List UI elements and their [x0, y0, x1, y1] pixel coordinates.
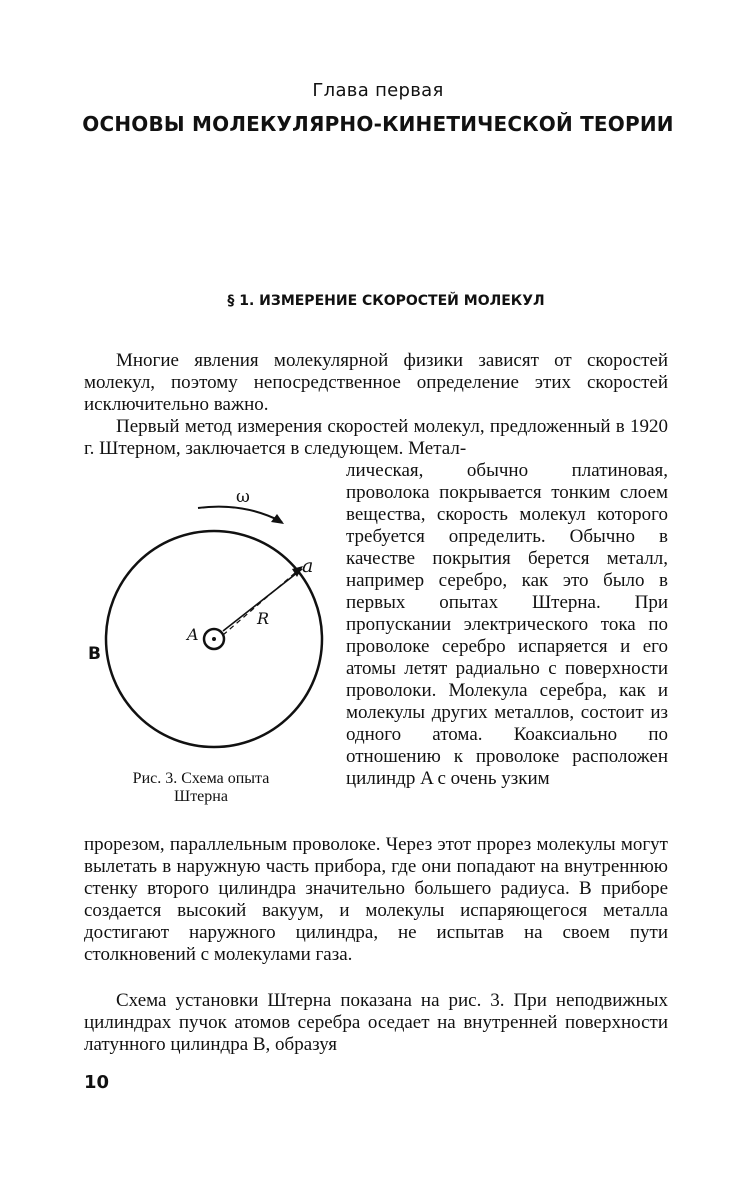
- cylinder-a-label: A: [187, 625, 199, 644]
- rotation-arrowhead: [271, 514, 284, 524]
- radius-label: R: [257, 609, 270, 628]
- omega-label: ω: [236, 487, 250, 507]
- section-title: § 1. ИЗМЕРЕНИЕ СКОРОСТЕЙ МОЛЕКУЛ: [227, 293, 545, 309]
- paragraph-method-start: Первый метод измерения скоростей молекул, предложенный в 1920 г. Штерном, заключается в следующем. Метал-: [84, 416, 668, 459]
- point-a-label: a: [302, 555, 314, 577]
- paragraph-intro: Многие явления молекулярной физики зависят от скоростей молекул, поэтому непосредственное определение этих скоростей исключительно важно.: [84, 350, 668, 415]
- caption-line-2: Штерна: [174, 788, 228, 805]
- page-number: 10: [84, 1072, 110, 1093]
- paragraph-method-end: прорезом, параллельным проволоке. Через этот прорез молекулы могут вылетать в наружную часть прибора, где они попадают на внутреннюю стенку второго цилиндра значительно большего радиуса. В приборе создается высокий вакуум, и молекулы испаряющегося металла достигают наружного цилиндра, не испытав на своем пути столкновений с молекулами газа.: [84, 834, 668, 965]
- figure-stern-experiment: [84, 484, 338, 764]
- wire: [212, 637, 216, 641]
- chapter-title: ОСНОВЫ МОЛЕКУЛЯРНО-КИНЕТИЧЕСКОЙ ТЕОРИИ: [82, 112, 674, 136]
- figure-caption: [90, 770, 312, 806]
- chapter-label: Глава первая: [312, 80, 444, 101]
- caption-line-1: Рис. 3. Схема опыта: [132, 770, 270, 787]
- stern-diagram: [84, 484, 338, 764]
- paragraph-method-side: лическая, обычно платиновая, проволока покрывается тонким слоем вещества, скорость молекул которого требуется определить. Обычно в качестве покрытия берется металл, например серебро, как это было в первых опытах Штерна. При пропускании электрического тока по проволоке серебро испаряется и его атомы летят радиально с поверхности проволоки. Молекула серебра, как и молекулы других металлов, состоит из одного атома. Коаксиально по отношению к проволоке расположен цилиндр A с очень узким: [346, 460, 668, 789]
- paragraph-setup: Схема установки Штерна показана на рис. 3. При неподвижных цилиндрах пучок атомов серебра оседает на внутренней поверхности латунного цилиндра B, образуя: [84, 990, 668, 1055]
- cylinder-b-label: B: [88, 644, 101, 664]
- rotation-arrow: [198, 507, 282, 522]
